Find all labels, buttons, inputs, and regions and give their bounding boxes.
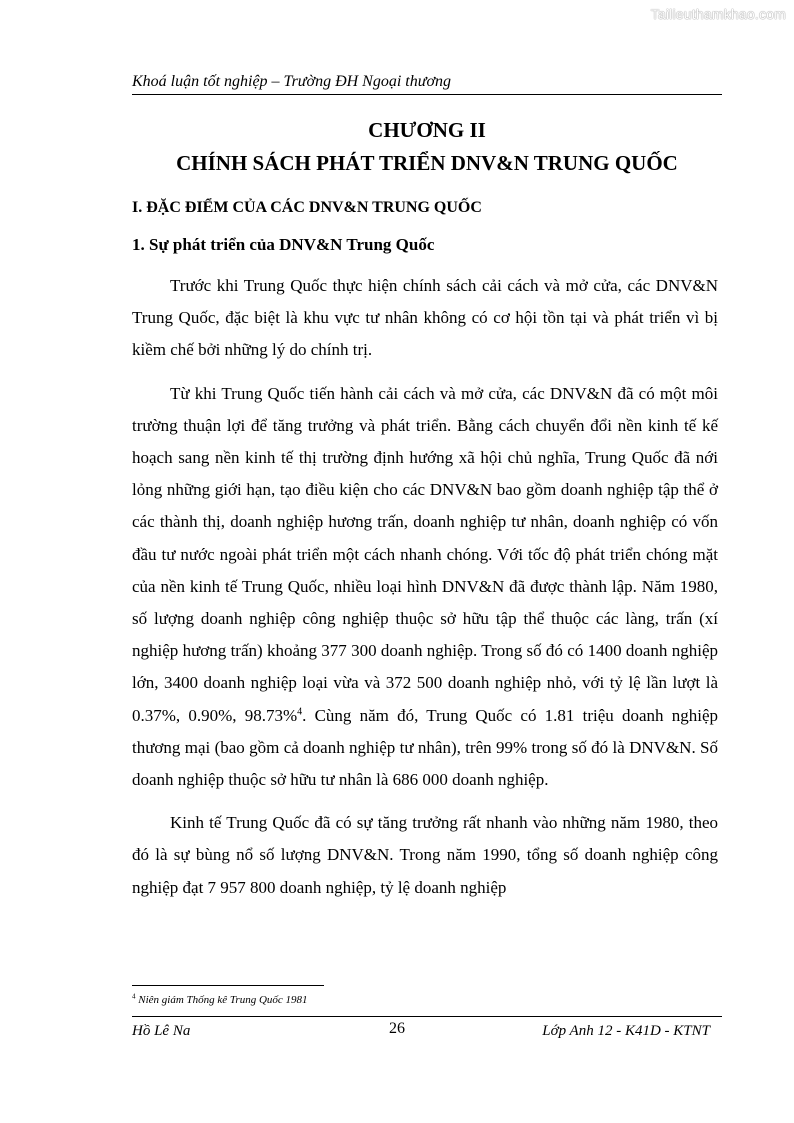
paragraph-3: Kinh tế Trung Quốc đã có sự tăng trưởng rất nhanh vào những năm 1980, theo đó là sự bùng nổ số lượng DNV&N. Trong năm 1990, tổng số doanh nghiệp công nghiệp đạt 7 957 800 doanh nghiệp, tỷ lệ doanh nghiệp (132, 813, 718, 897)
paragraph-1: Trước khi Trung Quốc thực hiện chính sách cải cách và mở cửa, các DNV&N Trung Quốc, đặc biệt là khu vực tư nhân không có cơ hội tồn tại và phát triển vì bị kiềm chế bởi những lý do chính trị. (132, 276, 718, 360)
paragraph-2-part-1: Từ khi Trung Quốc tiến hành cải cách và mở cửa, các DNV&N đã có một môi trường thuận lợi để tăng trưởng và phát triển. Bằng cách chuyển đổi nền kinh tế kế hoạch sang nền kinh tế thị trường định hướng xã hội chủ nghĩa, Trung Quốc đã nới lỏng những giới hạn, tạo điều kiện cho các DNV&N bao gồm doanh nghiệp tập thể ở các thành thị, doanh nghiệp hương trấn, doanh nghiệp tư nhân, doanh nghiệp có vốn đầu tư nước ngoài phát triển một cách nhanh chóng. Với tốc độ phát triển chóng mặt của nền kinh tế Trung Quốc, nhiều loại hình DNV&N đã được thành lập. Năm 1980, số lượng doanh nghiệp công nghiệp thuộc sở hữu tập thể thuộc các làng, trấn (xí nghiệp hương trấn) khoảng 377 300 doanh nghiệp. Trong số đó có 1400 doanh nghiệp lớn, 3400 doanh nghiệp loại vừa và 372 500 doanh nghiệp nhỏ, với tỷ lệ lần lượt là 0.37%, 0.90%, 98.73% (132, 383, 718, 725)
running-header: Khoá luận tốt nghiệp – Trường ĐH Ngoại thương (132, 72, 722, 95)
footnote-number: 4 (132, 992, 136, 1001)
footer-author: Hồ Lê Na (132, 1023, 191, 1039)
subsection-heading: 1. Sự phát triển của DNV&N Trung Quốc (132, 235, 435, 254)
section-heading: I. ĐẶC ĐIỂM CỦA CÁC DNV&N TRUNG QUỐC (132, 199, 482, 216)
paragraph-2 (132, 378, 718, 797)
chapter-label: CHƯƠNG II (368, 118, 486, 142)
footnote-separator (132, 985, 324, 986)
footnote-reference: 4 (297, 705, 303, 717)
watermark-text: Tailieuthamkhao.com (650, 6, 786, 22)
footer-separator (132, 1016, 722, 1017)
footnote (132, 993, 722, 1007)
paragraph-2-part-2: . Cùng năm đó, Trung Quốc có 1.81 triệu doanh nghiệp thương mại (bao gồm cả doanh nghiệp tư nhân), trên 99% trong số đó là DNV&N. Số doanh nghiệp thuộc sở hữu tư nhân là 686 000 doanh nghiệp. (132, 705, 718, 790)
body-text (132, 270, 718, 915)
footnote-text: Niên giám Thống kê Trung Quốc 1981 (138, 994, 308, 1006)
footer-class-info: Lớp Anh 12 - K41D - KTNT (542, 1023, 710, 1039)
page-number: 26 (389, 1020, 405, 1037)
chapter-title: CHÍNH SÁCH PHÁT TRIỂN DNV&N TRUNG QUỐC (176, 151, 678, 175)
